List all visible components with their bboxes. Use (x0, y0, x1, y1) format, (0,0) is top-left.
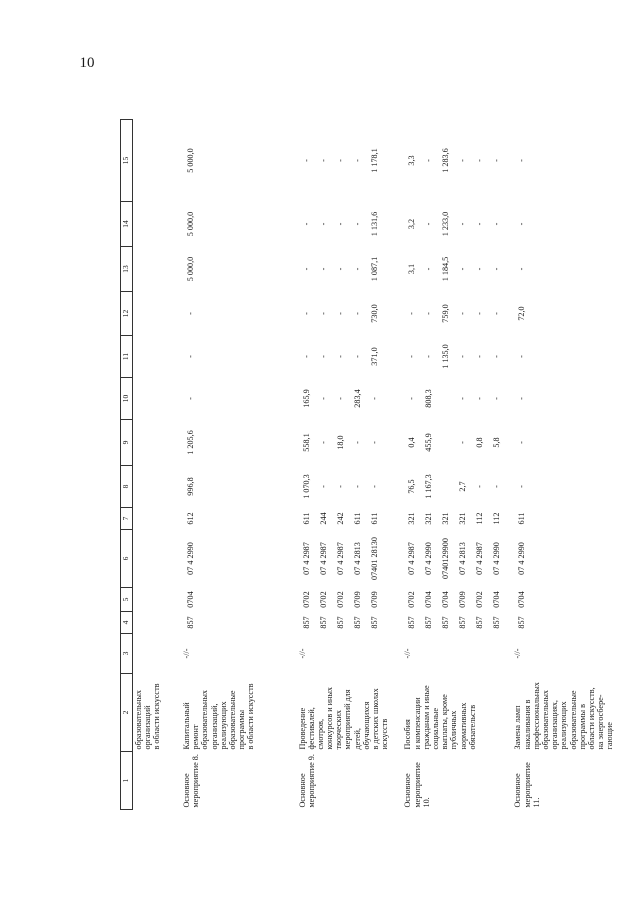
col-number: 6 (121, 530, 133, 588)
cell-c3: -//- (403, 648, 413, 659)
cell-c7: 612 (186, 512, 195, 525)
cell-c5: 0702 0704 0704 0709 0702 0704 (407, 591, 502, 608)
cell-c14: 3,2 - 1 233,0 - - - (407, 211, 502, 237)
table-row-measure-9 (297, 120, 391, 810)
cell-c7: 611 (517, 512, 527, 525)
col-number: 12 (121, 292, 133, 336)
cell-c9: 558,1 - 18,0 - - (301, 433, 379, 452)
cell-c3: -//- (182, 648, 191, 659)
cell-c4: 857 (517, 616, 527, 629)
cell-c14: 5 000,0 (186, 211, 195, 237)
col-number: 5 (121, 588, 133, 612)
cell-c11: - - 1 135,0 - - - (407, 344, 502, 369)
cell-c10: - (517, 397, 527, 400)
cell-c13: 5 000,0 (186, 256, 195, 282)
rotated-table-container (120, 120, 615, 810)
measure-description: Замена ламп накаливания в профессиональных образовательных организациях, реализующих образовательные программы в области искусств, на энергосбере- гающие (513, 682, 615, 750)
col-number: 8 (121, 466, 133, 508)
column-number-row (121, 120, 133, 810)
cell-c11: - (186, 355, 195, 358)
cell-c7: 611 244 242 611 611 (301, 512, 379, 525)
col-number: 4 (121, 612, 133, 634)
measure-name: Основное мероприятие 8. (182, 754, 201, 808)
measure-description: Капитальный ремонт образовательных организаций, реализующих образовательные программы в области искусств (182, 683, 256, 750)
col-number: 15 (121, 120, 133, 202)
preamble-row (133, 120, 182, 810)
measure-name: Основное мероприятие 10. (403, 762, 431, 808)
cell-c9: - (517, 441, 527, 444)
cell-c15: 3,3 - 1 283,6 - - - (407, 148, 502, 173)
cell-c7: 321 321 321 321 112 112 (407, 512, 502, 525)
col-number: 10 (121, 378, 133, 420)
cell-c4: 857 (186, 616, 195, 629)
col-number: 14 (121, 202, 133, 247)
cell-c13: - (517, 267, 527, 271)
cell-c15: 5 000,0 (186, 148, 195, 173)
col-number: 3 (121, 634, 133, 674)
cell-c8: - (517, 485, 527, 488)
cell-c14: - (517, 222, 527, 226)
cell-c8: 76,5 1 167,3 2,7 - - (407, 474, 502, 499)
cell-c12: - (186, 312, 195, 315)
cell-c9: 1 205,6 (186, 430, 195, 455)
measure-description: Проведение фестивалей, смотров, конкурсов и иных творческих мероприятий для детей, обучающихся в детских школах искусств (297, 686, 390, 750)
cell-c6: 07 4 2990 (186, 542, 195, 575)
table-row-measure-8 (181, 120, 257, 810)
cell-c8: 1 070,3 - - - - (301, 474, 379, 499)
preamble-text: образовательных организаций в области искусств (134, 683, 162, 750)
cell-c13: - - - - 1 087,1 (301, 256, 379, 282)
cell-c15: - - - - 1 178,1 (301, 148, 379, 173)
budget-table (120, 119, 615, 810)
cell-c10: - (186, 397, 195, 400)
col-number: 9 (121, 420, 133, 466)
cell-c8: 996,8 (186, 477, 195, 496)
cell-c5: 0704 (517, 591, 527, 608)
cell-c12: - - - - 730,0 (301, 304, 379, 323)
measure-name: Основное мероприятие 11. (513, 762, 541, 808)
cell-c12: 72,0 (517, 306, 527, 321)
cell-c11: - - - - 371,0 (301, 347, 379, 366)
cell-c4: 857 857 857 857 857 857 (407, 616, 502, 629)
table-row-measure-11 (512, 120, 615, 810)
cell-c4: 857 857 857 857 857 (301, 616, 379, 629)
col-number: 13 (121, 247, 133, 292)
col-number: 1 (121, 752, 133, 810)
cell-c9: 0,4 455,9 - 0,8 5,8 (407, 433, 502, 452)
cell-c15: - (517, 159, 527, 162)
cell-c6: 07 4 2987 07 4 2987 07 4 2987 07 4 2813 07401 28130 (301, 537, 379, 580)
cell-c6: 07 4 2987 07 4 2990 0740129900 07 4 2813 07 4 2987 07 4 2990 (407, 538, 502, 579)
col-number: 11 (121, 336, 133, 378)
page-number: 10 (79, 55, 95, 71)
cell-c13: 3,1 - 1 184,5 - - - (407, 256, 502, 282)
measure-name: Основное мероприятие 9. (297, 754, 316, 808)
table-row-measure-10 (402, 120, 506, 810)
cell-c11: - (517, 355, 527, 358)
cell-c5: 0702 0702 0702 0709 0709 (301, 591, 379, 608)
cell-c12: - - 759,0 - - - (407, 304, 502, 323)
cell-c3: -//- (297, 648, 307, 659)
cell-c14: - - - - 1 131,6 (301, 211, 379, 237)
col-number: 7 (121, 508, 133, 530)
cell-c3: -//- (513, 648, 523, 659)
cell-c6: 07 4 2990 (517, 542, 527, 575)
cell-c5: 0704 (186, 591, 195, 608)
col-number: 2 (121, 674, 133, 752)
cell-c10: 165,9 - - 283,4 - (301, 389, 379, 408)
measure-description: Пособия и компенсации гражданам и иные социальные выплаты, кроме публичных нормативных обязательств (403, 685, 477, 750)
cell-c10: - 808,3 - - - (407, 389, 502, 408)
